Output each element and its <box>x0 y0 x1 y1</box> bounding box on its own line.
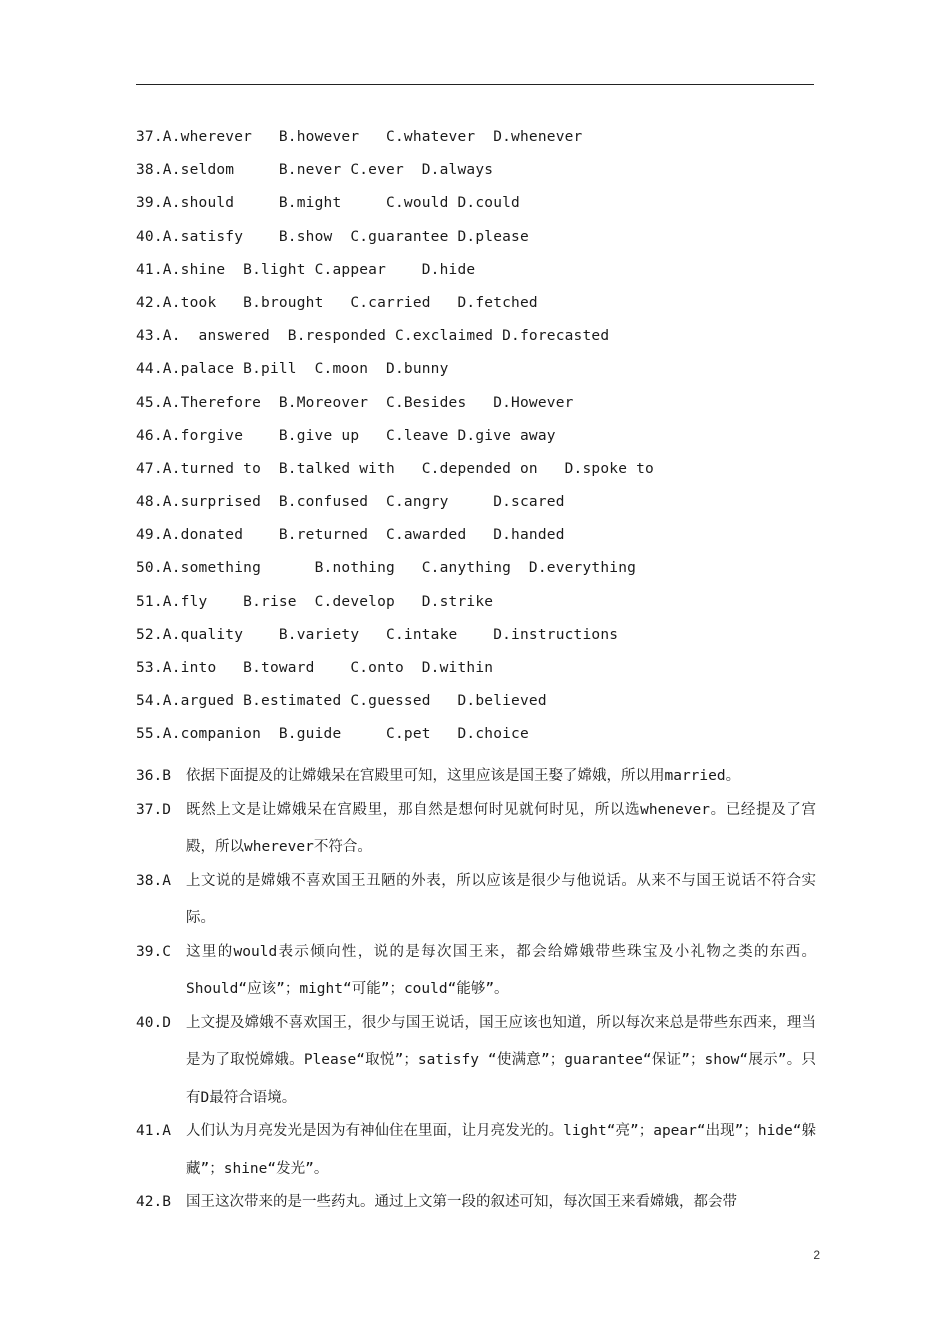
answer-38 <box>136 863 816 938</box>
option-line-38: 38.A.seldom B.never C.ever D.always <box>136 162 494 179</box>
option-line-37: 37.A.wherever B.however C.whatever D.whenever <box>136 129 583 145</box>
answer-text: 上文说的是嫦娥不喜欢国王丑陋的外表，所以应该是很少与他说话。从来不与国王说话不符合实际。 <box>186 872 816 926</box>
answer-36 <box>136 758 816 796</box>
option-line-45: 45.A.Therefore B.Moreover C.Besides D.However <box>136 394 574 411</box>
answer-key: 41.A <box>136 1123 171 1139</box>
option-line-44: 44.A.palace B.pill C.moon D.bunny <box>136 361 449 378</box>
option-line-42: 42.A.took B.brought C.carried D.fetched <box>136 294 538 311</box>
answer-text: 国王这次带来的是一些药丸。通过上文第一段的叙述可知，每次国王来看嫦娥，都会带 <box>186 1194 737 1210</box>
answer-39 <box>136 934 816 1009</box>
answer-text: 依据下面提及的让嫦娥呆在宫殿里可知，这里应该是国王娶了嫦娥，所以用married。 <box>186 768 741 784</box>
answer-40 <box>136 1005 816 1118</box>
option-list <box>136 126 816 757</box>
option-line-50: 50.A.something B.nothing C.anything D.everything <box>136 560 637 577</box>
option-line-48: 48.A.surprised B.confused C.angry D.scared <box>136 494 565 511</box>
answer-key: 37.D <box>136 801 171 818</box>
answer-37 <box>136 792 816 867</box>
option-line-43: 43.A. answered B.responded C.exclaimed D.forecasted <box>136 328 610 345</box>
answer-key: 42.B <box>136 1194 171 1210</box>
option-line-54: 54.A.argued B.estimated C.guessed D.believed <box>136 693 547 710</box>
answer-explanations <box>136 758 816 1218</box>
answer-key: 40.D <box>136 1014 171 1031</box>
option-line-51: 51.A.fly B.rise C.develop D.strike <box>136 593 494 610</box>
option-line-55: 55.A.companion B.guide C.pet D.choice <box>136 726 529 743</box>
answer-41 <box>136 1113 816 1188</box>
option-line-41: 41.A.shine B.light C.appear D.hide <box>136 261 476 278</box>
option-line-52: 52.A.quality B.variety C.intake D.instructions <box>136 626 619 643</box>
answer-key: 39.C <box>136 943 171 960</box>
option-line-47: 47.A.turned to B.talked with C.depended on D.spoke to <box>136 460 654 477</box>
answer-text: 这里的would表示倾向性，说的是每次国王来，都会给嫦娥带些珠宝及小礼物之类的东西。Should“应该”；might“可能”；could“能够”。 <box>186 943 816 997</box>
option-line-39: 39.A.should B.might C.would D.could <box>136 195 520 212</box>
answer-text: 人们认为月亮发光是因为有神仙住在里面，让月亮发光的。light“亮”；apear“出现”；hide“躲藏”；shine“发光”。 <box>186 1123 816 1177</box>
header-rule <box>136 84 814 85</box>
answer-key: 38.A <box>136 872 171 889</box>
answer-42 <box>136 1184 816 1222</box>
option-line-49: 49.A.donated B.returned C.awarded D.handed <box>136 527 565 544</box>
option-line-53: 53.A.into B.toward C.onto D.within <box>136 660 494 676</box>
page-number: 2 <box>813 1248 820 1262</box>
option-line-46: 46.A.forgive B.give up C.leave D.give away <box>136 427 556 444</box>
answer-text: 上文提及嫦娥不喜欢国王，很少与国王说话，国王应该也知道，所以每次来总是带些东西来，理当是为了取悦嫦娥。Please“取悦”；satisfy “使满意”；guarantee“保证”；show“展示”。只有D最符合语境。 <box>186 1014 816 1106</box>
answer-text: 既然上文是让嫦娥呆在宫殿里，那自然是想何时见就何时见，所以选whenever。已经提及了宫殿，所以wherever不符合。 <box>186 801 816 855</box>
answer-key: 36.B <box>136 768 171 784</box>
option-line-40: 40.A.satisfy B.show C.guarantee D.please <box>136 228 529 245</box>
